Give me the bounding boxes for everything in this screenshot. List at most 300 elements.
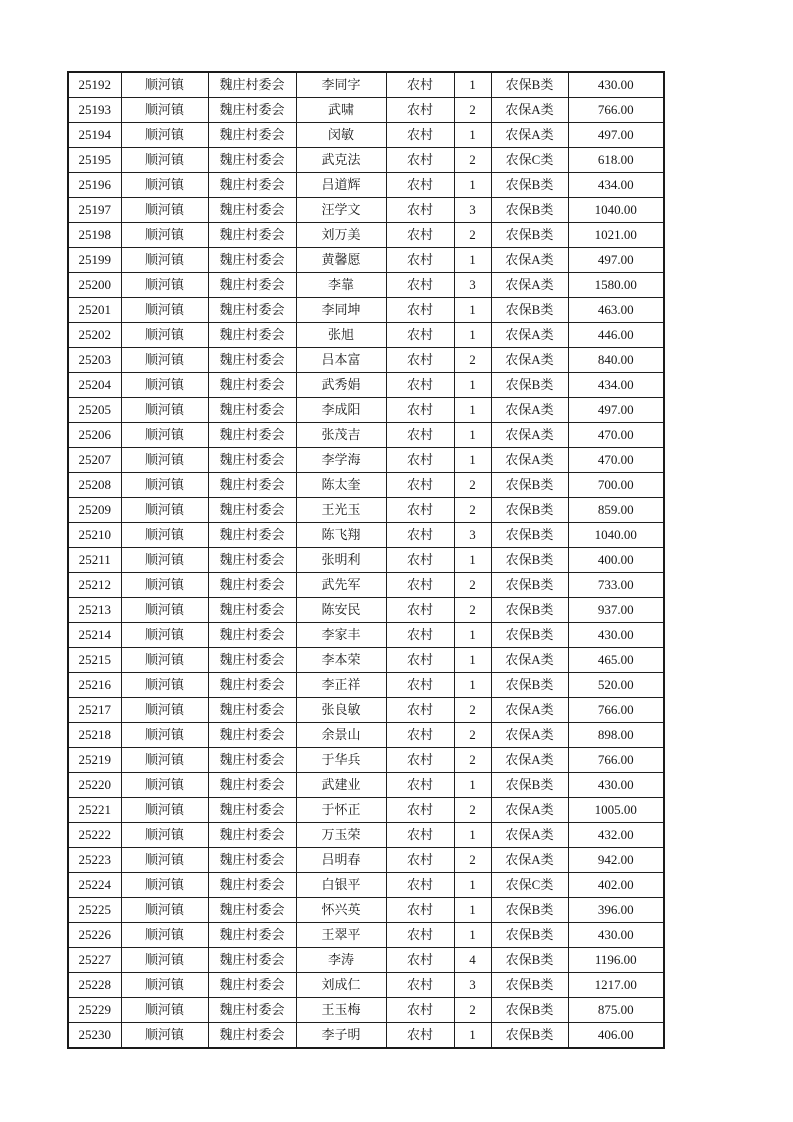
cell-person-count: 3 bbox=[454, 523, 491, 548]
table-row bbox=[68, 848, 664, 873]
cell-household-type: 农村 bbox=[386, 998, 454, 1023]
cell-serial-number: 25197 bbox=[68, 198, 121, 223]
table-row bbox=[68, 198, 664, 223]
cell-insurance-category: 农保A类 bbox=[491, 823, 568, 848]
cell-person-count: 1 bbox=[454, 898, 491, 923]
cell-serial-number: 25219 bbox=[68, 748, 121, 773]
table-sheet bbox=[67, 71, 665, 1049]
table-body bbox=[68, 72, 664, 1048]
cell-serial-number: 25223 bbox=[68, 848, 121, 873]
cell-person-name: 万玉荣 bbox=[296, 823, 386, 848]
cell-village-committee: 魏庄村委会 bbox=[208, 873, 296, 898]
table-row bbox=[68, 723, 664, 748]
cell-insurance-category: 农保A类 bbox=[491, 423, 568, 448]
cell-serial-number: 25195 bbox=[68, 148, 121, 173]
cell-insurance-category: 农保B类 bbox=[491, 298, 568, 323]
table-row bbox=[68, 798, 664, 823]
cell-town: 顺河镇 bbox=[121, 123, 208, 148]
cell-person-name: 李涛 bbox=[296, 948, 386, 973]
cell-insurance-category: 农保A类 bbox=[491, 273, 568, 298]
cell-village-committee: 魏庄村委会 bbox=[208, 548, 296, 573]
cell-village-committee: 魏庄村委会 bbox=[208, 723, 296, 748]
table-row bbox=[68, 898, 664, 923]
cell-village-committee: 魏庄村委会 bbox=[208, 598, 296, 623]
cell-amount: 700.00 bbox=[568, 473, 664, 498]
cell-insurance-category: 农保C类 bbox=[491, 148, 568, 173]
cell-serial-number: 25208 bbox=[68, 473, 121, 498]
cell-insurance-category: 农保B类 bbox=[491, 948, 568, 973]
cell-serial-number: 25216 bbox=[68, 673, 121, 698]
table-row bbox=[68, 373, 664, 398]
cell-household-type: 农村 bbox=[386, 1023, 454, 1049]
cell-person-name: 武先军 bbox=[296, 573, 386, 598]
cell-amount: 766.00 bbox=[568, 98, 664, 123]
cell-insurance-category: 农保B类 bbox=[491, 473, 568, 498]
cell-person-name: 王光玉 bbox=[296, 498, 386, 523]
cell-household-type: 农村 bbox=[386, 248, 454, 273]
insurance-payment-table bbox=[67, 71, 665, 1049]
cell-serial-number: 25209 bbox=[68, 498, 121, 523]
cell-village-committee: 魏庄村委会 bbox=[208, 948, 296, 973]
cell-person-name: 李成阳 bbox=[296, 398, 386, 423]
cell-serial-number: 25228 bbox=[68, 973, 121, 998]
cell-town: 顺河镇 bbox=[121, 348, 208, 373]
cell-town: 顺河镇 bbox=[121, 548, 208, 573]
cell-insurance-category: 农保B类 bbox=[491, 773, 568, 798]
cell-person-name: 陈飞翔 bbox=[296, 523, 386, 548]
cell-amount: 497.00 bbox=[568, 398, 664, 423]
cell-amount: 1040.00 bbox=[568, 198, 664, 223]
cell-serial-number: 25212 bbox=[68, 573, 121, 598]
cell-person-count: 1 bbox=[454, 72, 491, 98]
cell-town: 顺河镇 bbox=[121, 72, 208, 98]
cell-person-name: 吕明春 bbox=[296, 848, 386, 873]
cell-person-name: 王玉梅 bbox=[296, 998, 386, 1023]
cell-serial-number: 25230 bbox=[68, 1023, 121, 1049]
cell-serial-number: 25200 bbox=[68, 273, 121, 298]
cell-insurance-category: 农保B类 bbox=[491, 223, 568, 248]
cell-amount: 766.00 bbox=[568, 748, 664, 773]
cell-insurance-category: 农保B类 bbox=[491, 598, 568, 623]
cell-amount: 430.00 bbox=[568, 773, 664, 798]
cell-amount: 1580.00 bbox=[568, 273, 664, 298]
table-row bbox=[68, 173, 664, 198]
cell-person-count: 1 bbox=[454, 248, 491, 273]
cell-town: 顺河镇 bbox=[121, 923, 208, 948]
cell-amount: 432.00 bbox=[568, 823, 664, 848]
cell-person-name: 武秀娟 bbox=[296, 373, 386, 398]
cell-amount: 1021.00 bbox=[568, 223, 664, 248]
cell-person-name: 于华兵 bbox=[296, 748, 386, 773]
cell-town: 顺河镇 bbox=[121, 848, 208, 873]
cell-amount: 430.00 bbox=[568, 72, 664, 98]
cell-person-name: 李同坤 bbox=[296, 298, 386, 323]
cell-village-committee: 魏庄村委会 bbox=[208, 998, 296, 1023]
cell-person-count: 2 bbox=[454, 598, 491, 623]
cell-village-committee: 魏庄村委会 bbox=[208, 573, 296, 598]
cell-serial-number: 25199 bbox=[68, 248, 121, 273]
cell-amount: 497.00 bbox=[568, 123, 664, 148]
cell-serial-number: 25218 bbox=[68, 723, 121, 748]
cell-amount: 840.00 bbox=[568, 348, 664, 373]
cell-town: 顺河镇 bbox=[121, 323, 208, 348]
cell-household-type: 农村 bbox=[386, 173, 454, 198]
cell-household-type: 农村 bbox=[386, 798, 454, 823]
cell-village-committee: 魏庄村委会 bbox=[208, 673, 296, 698]
cell-person-name: 张良敏 bbox=[296, 698, 386, 723]
cell-serial-number: 25202 bbox=[68, 323, 121, 348]
table-row bbox=[68, 1023, 664, 1049]
cell-household-type: 农村 bbox=[386, 273, 454, 298]
cell-person-name: 张明利 bbox=[296, 548, 386, 573]
cell-serial-number: 25210 bbox=[68, 523, 121, 548]
table-row bbox=[68, 623, 664, 648]
cell-amount: 434.00 bbox=[568, 373, 664, 398]
cell-town: 顺河镇 bbox=[121, 773, 208, 798]
cell-household-type: 农村 bbox=[386, 373, 454, 398]
cell-insurance-category: 农保B类 bbox=[491, 973, 568, 998]
cell-person-count: 2 bbox=[454, 148, 491, 173]
table-row bbox=[68, 348, 664, 373]
cell-village-committee: 魏庄村委会 bbox=[208, 898, 296, 923]
table-row bbox=[68, 873, 664, 898]
cell-village-committee: 魏庄村委会 bbox=[208, 72, 296, 98]
cell-household-type: 农村 bbox=[386, 98, 454, 123]
cell-person-count: 1 bbox=[454, 398, 491, 423]
cell-town: 顺河镇 bbox=[121, 523, 208, 548]
cell-insurance-category: 农保B类 bbox=[491, 1023, 568, 1049]
cell-person-name: 张旭 bbox=[296, 323, 386, 348]
cell-person-count: 2 bbox=[454, 573, 491, 598]
cell-serial-number: 25198 bbox=[68, 223, 121, 248]
cell-household-type: 农村 bbox=[386, 723, 454, 748]
cell-amount: 1005.00 bbox=[568, 798, 664, 823]
cell-insurance-category: 农保A类 bbox=[491, 848, 568, 873]
cell-person-count: 1 bbox=[454, 823, 491, 848]
cell-person-count: 1 bbox=[454, 648, 491, 673]
table-row bbox=[68, 748, 664, 773]
cell-person-name: 于怀正 bbox=[296, 798, 386, 823]
cell-person-count: 1 bbox=[454, 323, 491, 348]
cell-household-type: 农村 bbox=[386, 973, 454, 998]
table-row bbox=[68, 423, 664, 448]
cell-village-committee: 魏庄村委会 bbox=[208, 973, 296, 998]
cell-household-type: 农村 bbox=[386, 198, 454, 223]
cell-village-committee: 魏庄村委会 bbox=[208, 98, 296, 123]
cell-village-committee: 魏庄村委会 bbox=[208, 523, 296, 548]
cell-person-count: 1 bbox=[454, 173, 491, 198]
table-row bbox=[68, 598, 664, 623]
cell-serial-number: 25192 bbox=[68, 72, 121, 98]
cell-amount: 859.00 bbox=[568, 498, 664, 523]
cell-town: 顺河镇 bbox=[121, 948, 208, 973]
table-row bbox=[68, 573, 664, 598]
cell-insurance-category: 农保A类 bbox=[491, 448, 568, 473]
cell-village-committee: 魏庄村委会 bbox=[208, 748, 296, 773]
cell-insurance-category: 农保A类 bbox=[491, 123, 568, 148]
cell-household-type: 农村 bbox=[386, 523, 454, 548]
cell-household-type: 农村 bbox=[386, 148, 454, 173]
cell-village-committee: 魏庄村委会 bbox=[208, 298, 296, 323]
cell-town: 顺河镇 bbox=[121, 1023, 208, 1049]
cell-person-count: 1 bbox=[454, 673, 491, 698]
cell-town: 顺河镇 bbox=[121, 573, 208, 598]
cell-amount: 942.00 bbox=[568, 848, 664, 873]
cell-village-committee: 魏庄村委会 bbox=[208, 448, 296, 473]
cell-serial-number: 25229 bbox=[68, 998, 121, 1023]
cell-village-committee: 魏庄村委会 bbox=[208, 498, 296, 523]
cell-amount: 470.00 bbox=[568, 423, 664, 448]
cell-amount: 446.00 bbox=[568, 323, 664, 348]
cell-town: 顺河镇 bbox=[121, 498, 208, 523]
cell-serial-number: 25201 bbox=[68, 298, 121, 323]
cell-town: 顺河镇 bbox=[121, 98, 208, 123]
cell-person-name: 李正祥 bbox=[296, 673, 386, 698]
cell-person-count: 2 bbox=[454, 498, 491, 523]
cell-village-committee: 魏庄村委会 bbox=[208, 198, 296, 223]
cell-village-committee: 魏庄村委会 bbox=[208, 848, 296, 873]
cell-household-type: 农村 bbox=[386, 948, 454, 973]
cell-insurance-category: 农保B类 bbox=[491, 573, 568, 598]
table-row bbox=[68, 648, 664, 673]
cell-amount: 463.00 bbox=[568, 298, 664, 323]
cell-insurance-category: 农保A类 bbox=[491, 648, 568, 673]
cell-town: 顺河镇 bbox=[121, 798, 208, 823]
cell-insurance-category: 农保B类 bbox=[491, 198, 568, 223]
table-row bbox=[68, 823, 664, 848]
cell-amount: 430.00 bbox=[568, 923, 664, 948]
table-row bbox=[68, 98, 664, 123]
cell-insurance-category: 农保B类 bbox=[491, 173, 568, 198]
cell-village-committee: 魏庄村委会 bbox=[208, 323, 296, 348]
cell-village-committee: 魏庄村委会 bbox=[208, 223, 296, 248]
table-row bbox=[68, 473, 664, 498]
cell-serial-number: 25215 bbox=[68, 648, 121, 673]
cell-person-count: 2 bbox=[454, 98, 491, 123]
cell-town: 顺河镇 bbox=[121, 448, 208, 473]
cell-insurance-category: 农保B类 bbox=[491, 373, 568, 398]
cell-household-type: 农村 bbox=[386, 423, 454, 448]
cell-town: 顺河镇 bbox=[121, 973, 208, 998]
cell-serial-number: 25204 bbox=[68, 373, 121, 398]
cell-insurance-category: 农保A类 bbox=[491, 248, 568, 273]
cell-person-count: 3 bbox=[454, 198, 491, 223]
cell-person-count: 1 bbox=[454, 373, 491, 398]
cell-person-name: 王翠平 bbox=[296, 923, 386, 948]
cell-household-type: 农村 bbox=[386, 323, 454, 348]
cell-person-count: 2 bbox=[454, 698, 491, 723]
cell-serial-number: 25227 bbox=[68, 948, 121, 973]
cell-person-name: 李靠 bbox=[296, 273, 386, 298]
cell-household-type: 农村 bbox=[386, 348, 454, 373]
cell-person-name: 陈太奎 bbox=[296, 473, 386, 498]
cell-serial-number: 25194 bbox=[68, 123, 121, 148]
cell-insurance-category: 农保B类 bbox=[491, 673, 568, 698]
cell-household-type: 农村 bbox=[386, 298, 454, 323]
table-row bbox=[68, 698, 664, 723]
cell-serial-number: 25196 bbox=[68, 173, 121, 198]
cell-amount: 470.00 bbox=[568, 448, 664, 473]
cell-person-name: 黄馨愿 bbox=[296, 248, 386, 273]
cell-person-count: 1 bbox=[454, 1023, 491, 1049]
cell-village-committee: 魏庄村委会 bbox=[208, 1023, 296, 1049]
cell-town: 顺河镇 bbox=[121, 398, 208, 423]
cell-insurance-category: 农保B类 bbox=[491, 923, 568, 948]
cell-person-name: 白银平 bbox=[296, 873, 386, 898]
cell-insurance-category: 农保C类 bbox=[491, 873, 568, 898]
cell-person-count: 1 bbox=[454, 548, 491, 573]
cell-insurance-category: 农保A类 bbox=[491, 323, 568, 348]
cell-person-name: 武建业 bbox=[296, 773, 386, 798]
cell-town: 顺河镇 bbox=[121, 223, 208, 248]
cell-serial-number: 25207 bbox=[68, 448, 121, 473]
table-row bbox=[68, 923, 664, 948]
cell-village-committee: 魏庄村委会 bbox=[208, 148, 296, 173]
cell-insurance-category: 农保B类 bbox=[491, 523, 568, 548]
cell-town: 顺河镇 bbox=[121, 423, 208, 448]
cell-person-count: 1 bbox=[454, 773, 491, 798]
cell-amount: 1040.00 bbox=[568, 523, 664, 548]
table-row bbox=[68, 548, 664, 573]
cell-amount: 1196.00 bbox=[568, 948, 664, 973]
cell-village-committee: 魏庄村委会 bbox=[208, 798, 296, 823]
cell-person-name: 李本荣 bbox=[296, 648, 386, 673]
cell-person-count: 2 bbox=[454, 723, 491, 748]
cell-household-type: 农村 bbox=[386, 448, 454, 473]
cell-town: 顺河镇 bbox=[121, 148, 208, 173]
cell-amount: 766.00 bbox=[568, 698, 664, 723]
cell-household-type: 农村 bbox=[386, 823, 454, 848]
cell-person-count: 2 bbox=[454, 798, 491, 823]
cell-person-name: 张茂吉 bbox=[296, 423, 386, 448]
cell-village-committee: 魏庄村委会 bbox=[208, 648, 296, 673]
cell-person-name: 吕道辉 bbox=[296, 173, 386, 198]
table-row bbox=[68, 323, 664, 348]
table-row bbox=[68, 298, 664, 323]
cell-town: 顺河镇 bbox=[121, 873, 208, 898]
cell-person-name: 武克法 bbox=[296, 148, 386, 173]
cell-person-count: 2 bbox=[454, 348, 491, 373]
table-row bbox=[68, 72, 664, 98]
cell-insurance-category: 农保B类 bbox=[491, 498, 568, 523]
cell-person-count: 1 bbox=[454, 923, 491, 948]
cell-person-name: 李同字 bbox=[296, 72, 386, 98]
cell-household-type: 农村 bbox=[386, 623, 454, 648]
cell-insurance-category: 农保A类 bbox=[491, 748, 568, 773]
cell-household-type: 农村 bbox=[386, 698, 454, 723]
table-row bbox=[68, 773, 664, 798]
cell-person-name: 刘万美 bbox=[296, 223, 386, 248]
cell-town: 顺河镇 bbox=[121, 898, 208, 923]
cell-town: 顺河镇 bbox=[121, 473, 208, 498]
cell-town: 顺河镇 bbox=[121, 748, 208, 773]
cell-household-type: 农村 bbox=[386, 473, 454, 498]
cell-person-count: 1 bbox=[454, 448, 491, 473]
cell-person-count: 4 bbox=[454, 948, 491, 973]
table-row bbox=[68, 448, 664, 473]
cell-amount: 497.00 bbox=[568, 248, 664, 273]
cell-town: 顺河镇 bbox=[121, 823, 208, 848]
cell-town: 顺河镇 bbox=[121, 998, 208, 1023]
cell-town: 顺河镇 bbox=[121, 648, 208, 673]
cell-town: 顺河镇 bbox=[121, 273, 208, 298]
cell-town: 顺河镇 bbox=[121, 698, 208, 723]
cell-serial-number: 25214 bbox=[68, 623, 121, 648]
cell-person-count: 2 bbox=[454, 223, 491, 248]
cell-village-committee: 魏庄村委会 bbox=[208, 123, 296, 148]
cell-town: 顺河镇 bbox=[121, 173, 208, 198]
cell-amount: 937.00 bbox=[568, 598, 664, 623]
cell-village-committee: 魏庄村委会 bbox=[208, 823, 296, 848]
cell-insurance-category: 农保B类 bbox=[491, 998, 568, 1023]
cell-person-name: 吕本富 bbox=[296, 348, 386, 373]
cell-amount: 400.00 bbox=[568, 548, 664, 573]
cell-serial-number: 25206 bbox=[68, 423, 121, 448]
table-row bbox=[68, 148, 664, 173]
cell-insurance-category: 农保B类 bbox=[491, 548, 568, 573]
cell-household-type: 农村 bbox=[386, 773, 454, 798]
table-row bbox=[68, 998, 664, 1023]
cell-person-count: 2 bbox=[454, 998, 491, 1023]
cell-town: 顺河镇 bbox=[121, 198, 208, 223]
cell-insurance-category: 农保A类 bbox=[491, 98, 568, 123]
cell-village-committee: 魏庄村委会 bbox=[208, 373, 296, 398]
cell-household-type: 农村 bbox=[386, 598, 454, 623]
cell-serial-number: 25226 bbox=[68, 923, 121, 948]
cell-household-type: 农村 bbox=[386, 748, 454, 773]
cell-household-type: 农村 bbox=[386, 123, 454, 148]
cell-town: 顺河镇 bbox=[121, 673, 208, 698]
cell-person-name: 汪学文 bbox=[296, 198, 386, 223]
cell-serial-number: 25220 bbox=[68, 773, 121, 798]
cell-village-committee: 魏庄村委会 bbox=[208, 623, 296, 648]
cell-serial-number: 25217 bbox=[68, 698, 121, 723]
cell-insurance-category: 农保A类 bbox=[491, 698, 568, 723]
cell-town: 顺河镇 bbox=[121, 373, 208, 398]
cell-insurance-category: 农保B类 bbox=[491, 72, 568, 98]
cell-household-type: 农村 bbox=[386, 573, 454, 598]
cell-serial-number: 25203 bbox=[68, 348, 121, 373]
cell-person-name: 余景山 bbox=[296, 723, 386, 748]
cell-village-committee: 魏庄村委会 bbox=[208, 773, 296, 798]
cell-serial-number: 25222 bbox=[68, 823, 121, 848]
table-row bbox=[68, 248, 664, 273]
cell-amount: 434.00 bbox=[568, 173, 664, 198]
cell-amount: 396.00 bbox=[568, 898, 664, 923]
cell-person-count: 1 bbox=[454, 623, 491, 648]
cell-person-name: 刘成仁 bbox=[296, 973, 386, 998]
cell-person-name: 李家丰 bbox=[296, 623, 386, 648]
cell-insurance-category: 农保A类 bbox=[491, 723, 568, 748]
cell-town: 顺河镇 bbox=[121, 598, 208, 623]
cell-amount: 898.00 bbox=[568, 723, 664, 748]
table-row bbox=[68, 223, 664, 248]
cell-insurance-category: 农保A类 bbox=[491, 348, 568, 373]
cell-amount: 733.00 bbox=[568, 573, 664, 598]
cell-village-committee: 魏庄村委会 bbox=[208, 248, 296, 273]
table-row bbox=[68, 948, 664, 973]
cell-village-committee: 魏庄村委会 bbox=[208, 398, 296, 423]
cell-village-committee: 魏庄村委会 bbox=[208, 423, 296, 448]
cell-household-type: 农村 bbox=[386, 398, 454, 423]
cell-serial-number: 25224 bbox=[68, 873, 121, 898]
cell-serial-number: 25221 bbox=[68, 798, 121, 823]
cell-serial-number: 25211 bbox=[68, 548, 121, 573]
cell-person-name: 李学海 bbox=[296, 448, 386, 473]
cell-village-committee: 魏庄村委会 bbox=[208, 348, 296, 373]
cell-person-count: 1 bbox=[454, 298, 491, 323]
table-row bbox=[68, 673, 664, 698]
